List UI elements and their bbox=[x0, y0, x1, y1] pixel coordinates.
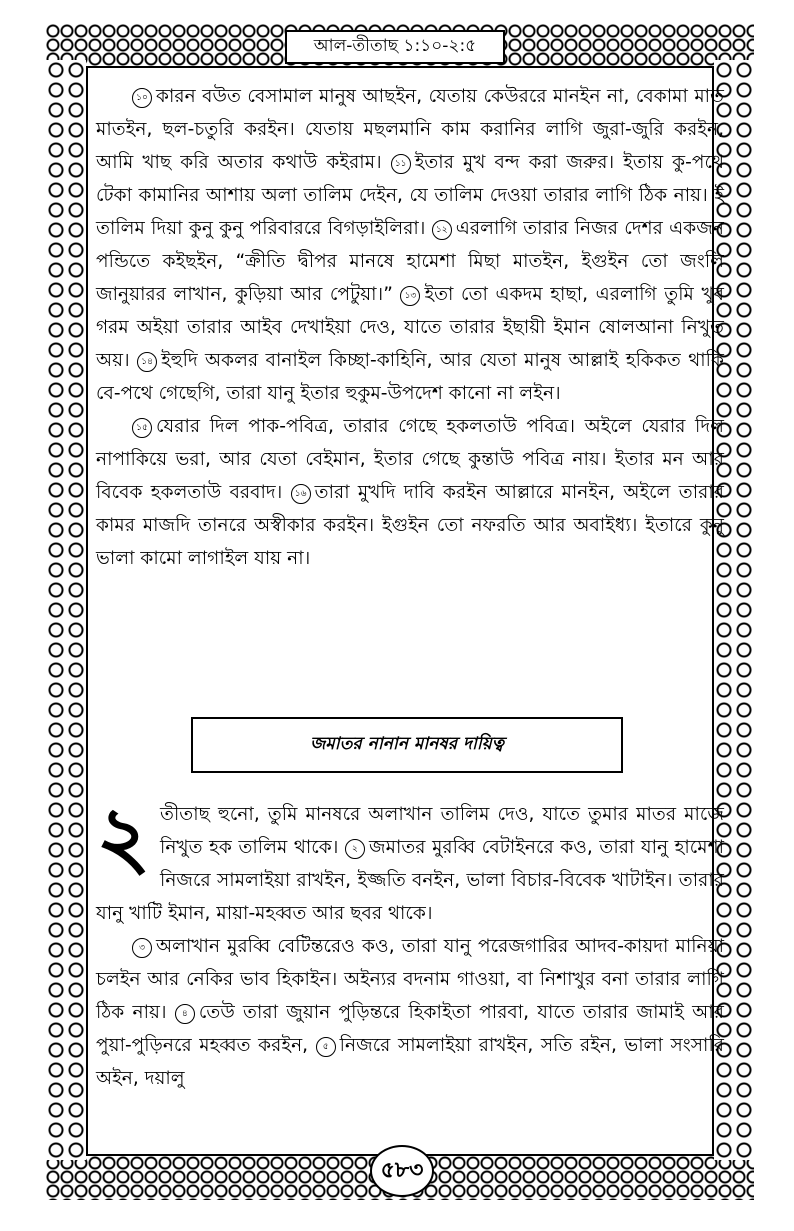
verse-number: ৫ bbox=[316, 1037, 336, 1057]
section-heading-box bbox=[191, 717, 623, 773]
header-title: আল-তীতাছ ১:১০-২:৫ bbox=[313, 36, 477, 56]
chapter2-text bbox=[96, 788, 725, 1095]
verse-text: যেরার দিল পাক-পবিত্র, তারার গেছে হকলতাউ পবিত্র। অইলে যেরার দিল নাপাকিয়ে ভরা, আর যেতা বেইমান, ইতার গেছে কুন্তাউ পবিত্র নায়। ইতার মন আর বিবেক হকলতাউ বরবাদ। bbox=[96, 416, 724, 503]
verse-number: ১৬ bbox=[291, 484, 311, 504]
border-left-ornament bbox=[46, 60, 86, 1160]
verse-number: ৩ bbox=[132, 938, 152, 958]
verse-text: ইহুদি অকলর বানাইল কিচ্ছা-কাহিনি, আর যেতা মানুষ আল্লাই হকিকত থাকি বে-পথে গেছেগি, তারা যানু ইতার হুকুম-উপদেশ কানো না লইন। bbox=[96, 350, 724, 404]
verse-text: ইতা তো একদম হাছা, এরলাগি তুমি খুব গরম অইয়া তারার আইব দেখাইয়া দেও, যাতে তারার ইছায়ী ইমান ষোলআনা নিখুত অয়। bbox=[96, 284, 725, 371]
verse-number: ১৫ bbox=[132, 418, 152, 438]
running-header bbox=[285, 30, 505, 64]
verse-number: ২ bbox=[345, 839, 365, 859]
verse-text: অলাখান মুরব্বি বেটিন্তরেও কও, তারা যানু পরেজগারির আদব-কায়দা মানিয়া চলইন আর নেকির ভাব হিকাইন। অইন্যর বদনাম গাওয়া, বা নিশাখুর বনা তারার লাগি ঠিক নায়। bbox=[96, 936, 724, 1023]
verse-number: ১৪ bbox=[137, 352, 157, 372]
page-number: ৫৮৩ bbox=[380, 1157, 424, 1183]
verse-number: ১০ bbox=[132, 88, 152, 108]
verse-text: তীতাছ হুনো, তুমি মানষরে অলাখান তালিম দেও, যাতে তুমার মাতর মাজে নিখুত হক তালিম থাকে। bbox=[160, 804, 724, 858]
verse-text: তেউ তারা জুয়ান পুড়িন্তরে হিকাইতা পারবা, যাতে তারার জামাই আর পুয়া-পুড়িনরে মহব্বত করইন, bbox=[96, 1002, 725, 1056]
page-number-medallion bbox=[370, 1145, 434, 1197]
chapter-number: ২ bbox=[96, 788, 151, 886]
verse-text: জমাতর মুরব্বি বেটাইনরে কও, তারা যানু হামেশা নিজরে সামলাইয়া রাখইন, ইজ্জতি বনইন, ভালা বিচার-বিবেক খাটাইন। তারার যানু খাটি ইমান, মায়া-মহব্বত আর ছবর থাকে। bbox=[96, 837, 725, 924]
chapter1-text bbox=[96, 80, 724, 575]
verse-text: কারন বউত বেসামাল মানুষ আছইন, যেতায় কেউররে মানইন না, বেকামা মাত মাতইন, ছল-চতুরি করইন। যেতায় মছলমানি কাম করানির লাগি জুরা-জুরি করইন, আমি খাছ করি অতার কথাউ কইরাম। bbox=[96, 86, 724, 173]
verse-number: ১১ bbox=[391, 154, 411, 174]
paragraph bbox=[96, 788, 725, 930]
paragraph bbox=[96, 80, 724, 410]
verse-text: নিজরে সামলাইয়া রাখইন, সতি রইন, ভালা সংসারি অইন, দয়ালু bbox=[96, 1035, 724, 1089]
verse-number: ৪ bbox=[175, 1004, 195, 1024]
verse-text: এরলাগি তারার নিজর দেশর একজন পন্ডিতে কইছইন, “ক্রীতি দ্বীপর মানষে হামেশা মিছা মাতইন, ইগুইন তো জংলি জানুয়ারর লাখান, কুড়িয়া আর পেটুয়া।” bbox=[96, 218, 725, 305]
paragraph bbox=[96, 410, 724, 575]
section-heading: জমাতর নানান মানষর দায়িত্ব bbox=[310, 734, 504, 754]
verse-number: ১৩ bbox=[400, 286, 420, 306]
verse-number: ১২ bbox=[432, 220, 452, 240]
verse-text: ইতার মুখ বন্দ করা জরুর। ইতায় কু-পথে টেকা কামানির আশায় অলা তালিম দেইন, যে তালিম দেওয়া তারার লাগি ঠিক নায়। ই তালিম দিয়া কুনু কুনু পরিবাররে বিগড়াইলিরা। bbox=[96, 152, 724, 239]
verse-text: তারা মুখদি দাবি করইন আল্লারে মানইন, অইলে তারার কামর মাজদি তানরে অস্বীকার করইন। ইগুইন তো নফরতি আর অবাইধ্য। ইতারে কুনু ভালা কামো লাগাইল যায় না। bbox=[96, 482, 724, 569]
paragraph bbox=[96, 930, 724, 1095]
